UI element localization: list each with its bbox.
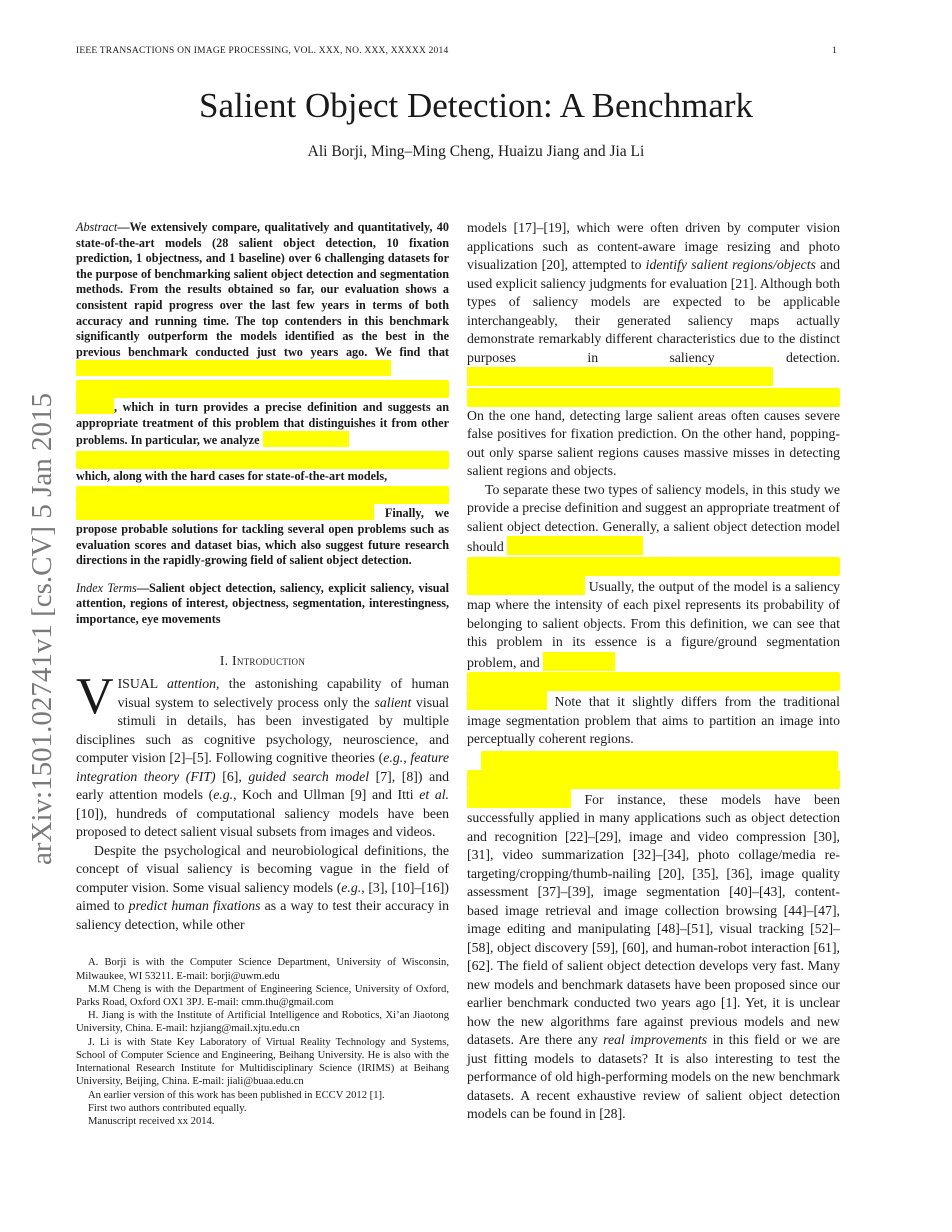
abstract-text-2: , which in turn provides a precise definition and suggests an appropriate treatment of this problem that distinguishes it from other problems. In particular, we analyze bbox=[76, 399, 449, 448]
introduction-continued: models [17]–[19], which were often driven by computer vision applications such as content-aware image resizing and photo visualization [20], attempted to identify salient regions/objects and used explicit saliency judgments for evaluation [21]. Although both types of saliency models are expected to be applicable interchangeably, their generated saliency maps actually demonstrate remarkably different characteristics due to the distinct purposes in saliency detection. On the one hand, detecting large salient areas often causes severe false positives for fixation prediction. On the other hand, popping-out only sparse salient regions causes massive misses in detecting salient regions and objects. To separate these two types of saliency models, in this study we provide a precise definition and suggest an appropriate treatment of salient object detection. Generally, a salient object detection model should Usually, the output of the model is a saliency map where the intensity of each pixel represents its probability of belonging to salient objects. From this definition, we can see that this problem in its essence is a figure/ground segmentation problem, and Note that it slightly differs from the traditional image segmentation problem that aims to partition an image into perceptually coherent regions. For instance, these models have been successfully applied in many applications such as object detection and recognition [22]–[29], image and video compression [30], [31], video summarization [32]–[34], photo collage/media re-targeting/cropping/thumb-nailing [20], [35], [36], image quality assessment [37]–[39], image segmentation [40]–[43], content-based image retrieval and image collection browsing [44]–[47], image editing and manipulating [48]–[51], visual tracking [52]–[58], object discovery [59], [60], and human-robot interaction [61], [62]. The field of salient object detection develops very fast. Many new models and benchmark datasets have been proposed since our earlier benchmark conducted two years ago [1]. Yet, it is unclear how the new algorithms fare against previous models and new datasets. Are there any real improvements in this field or we are just fitting models to datasets? It is also interesting to test the performance of old high-performing models on the new benchmark datasets. A recent exhaustive review of salient object detection models can be found in [28]. bbox=[467, 220, 841, 1121]
index-terms-label: Index Terms bbox=[76, 580, 137, 595]
highlight-redaction bbox=[481, 751, 838, 770]
left-column bbox=[76, 220, 449, 1128]
highlight-redaction bbox=[467, 691, 547, 710]
footnotes bbox=[76, 956, 449, 1128]
highlight-redaction bbox=[467, 367, 773, 386]
highlight-redaction bbox=[76, 360, 391, 376]
arxiv-stamp: arXiv:1501.02741v1 [cs.CV] 5 Jan 2015 bbox=[26, 392, 58, 865]
highlight-redaction bbox=[467, 672, 840, 691]
introduction: VISUAL attention, the astonishing capability of human visual system to selectively process only the salient visual stimuli in details, has been investigated by multiple disciplines such as cognitive psychology, neuroscience, and computer vision [2]–[5]. Following cognitive theories (e.g., feature integration theory (FIT) [6], guided search model [7], [8]) and early attention models (e.g., Koch and Ullman [9] and Itti et al. [10]), hundreds of computational saliency models have been proposed to detect salient visual subsets from images and videos. Despite the psychological and neurobiological definitions, the concept of visual saliency is becoming vague in the field of computer vision. Some visual saliency models (e.g., [3], [10]–[16]) aimed to predict human fixations as a way to test their accuracy in saliency detection, while other bbox=[76, 668, 449, 932]
highlight-redaction bbox=[467, 770, 840, 789]
highlight-redaction bbox=[76, 486, 449, 504]
footnote: H. Jiang is with the Institute of Artificial Intelligence and Robotics, Xi’an Jiaotong University, China. E-mail: hzjiang@mail.xjtu.edu.cn bbox=[76, 1010, 449, 1035]
footnote: Manuscript received xx 2014. bbox=[88, 1115, 215, 1127]
highlight-redaction bbox=[76, 398, 114, 414]
highlight-redaction bbox=[507, 536, 643, 555]
highlight-redaction bbox=[76, 451, 449, 469]
footnote: First two authors contributed equally. bbox=[88, 1102, 247, 1114]
abstract-text-3: which, along with the hard cases for state-of-the-art models, bbox=[76, 468, 388, 483]
footnote: A. Borji is with the Computer Science Department, University of Wisconsin, Milwaukee, WI 53211. E-mail: borji@uwm.edu bbox=[76, 957, 449, 982]
highlight-redaction bbox=[263, 431, 349, 447]
abstract-label: Abstract bbox=[76, 220, 118, 234]
highlight-redaction bbox=[543, 652, 615, 671]
abstract: Abstract—We extensively compare, qualitatively and quantitatively, 40 state-of-the-art models (28 salient object detection, 10 fixation prediction, 1 objectness, and 1 baseline) over 6 challenging datasets for the purpose of benchmarking salient object detection and segmentation methods. From the results obtained so far, our evaluation shows a consistent rapid progress over the last few years in terms of both accuracy and running time. The top contenders in this benchmark significantly outperform the models identified as the best in the previous benchmark conducted just two years ago. We find that , which in turn provides a precise definition and suggests an appropriate treatment of this problem that distinguishes it from other problems. In particular, we analyze which, along with the hard cases for state-of-the-art models, Finally, we propose probable solutions for tackling several open problems such as evaluation scores and dataset bias, which also suggest future research directions in the rapidly-growing field of salient object detection. Index Terms—Salient object detection, saliency, explicit saliency, visual attention, regions of interest, objectness, segmentation, interestingness, importance, eye movements bbox=[76, 220, 449, 626]
right-column bbox=[467, 219, 840, 1124]
footnote: J. Li is with State Key Laboratory of Virtual Reality Technology and Systems, School of Computer Science and Engineering, Beihang University. He is also with the International Research Institute for Multidisciplinary Science (IRIMS) at Beihang University, Beijing, China. E-mail: jiali@buaa.edu.cn bbox=[76, 1036, 449, 1088]
paper-title: Salient Object Detection: A Benchmark bbox=[198, 86, 754, 125]
abstract-text-1: We extensively compare, qualitatively and quantitatively, 40 state-of-the-art models (28 salient object detection, 10 fixation prediction, 1 objectness, and 1 baseline) over 6 challenging datasets for the purpose of benchmarking salient object detection and segmentation methods. From the results obtained so far, our evaluation shows a consistent rapid progress over the last few years in terms of both accuracy and running time. The top contenders in this benchmark significantly outperform the models identified as the best in the previous benchmark conducted just two years ago. We find that bbox=[76, 220, 449, 359]
abstract-text-4: Finally, we propose probable solutions for tackling several open problems such as evaluation scores and dataset bias, which also suggest future research directions in the rapidly-growing field of salient object detection. bbox=[76, 506, 449, 568]
page-number: 1 bbox=[832, 46, 837, 56]
running-header: IEEE TRANSACTIONS ON IMAGE PROCESSING, VOL. XXX, NO. XXX, XXXXX 2014 bbox=[76, 46, 449, 56]
highlight-redaction bbox=[467, 388, 840, 407]
highlight-redaction bbox=[467, 557, 840, 576]
highlight-redaction bbox=[76, 380, 449, 398]
footnote: An earlier version of this work has been published in ECCV 2012 [1]. bbox=[88, 1089, 385, 1101]
drop-cap: V bbox=[76, 668, 114, 726]
highlight-redaction bbox=[76, 504, 374, 520]
section-heading: I. Introduction bbox=[219, 653, 306, 669]
highlight-redaction bbox=[467, 576, 585, 595]
author-list: Ali Borji, Ming–Ming Cheng, Huaizu Jiang and Jia Li bbox=[307, 143, 645, 160]
highlight-redaction bbox=[467, 789, 571, 808]
index-terms-text: Salient object detection, saliency, explicit saliency, visual attention, regions of interest, objectness, segmentation, interestingness, importance, eye movements bbox=[76, 580, 449, 626]
footnote: M.M Cheng is with the Department of Engineering Science, University of Oxford, Parks Road, Oxford OX1 3PJ. E-mail: cmm.thu@gmail.com bbox=[76, 983, 449, 1009]
